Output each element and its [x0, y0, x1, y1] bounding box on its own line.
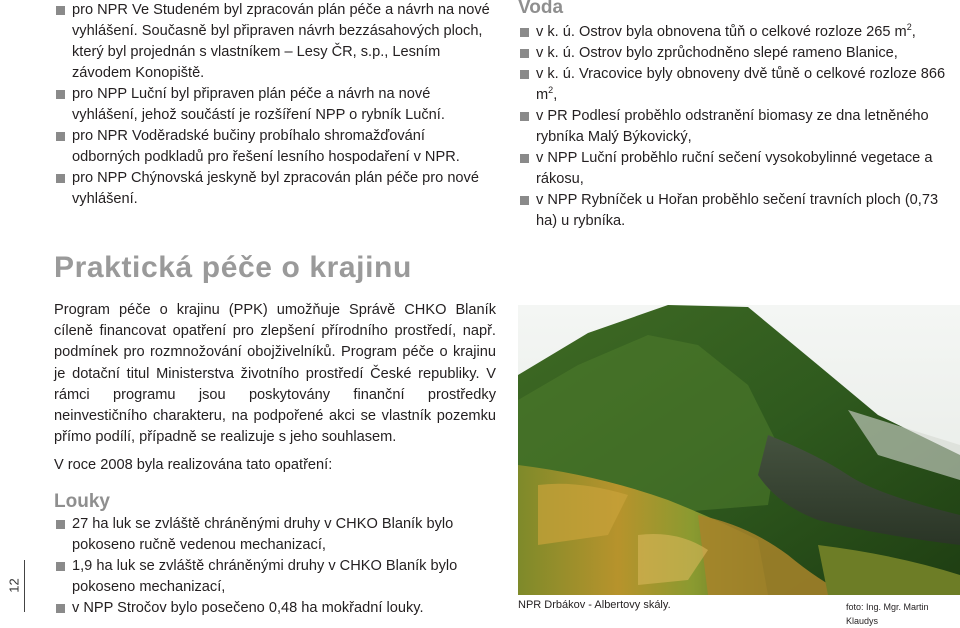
- list-item: 27 ha luk se zvláště chráněnými druhy v CHKO Blaník bylo pokoseno ručně vedenou mechanizací,: [54, 514, 496, 556]
- right-column: [518, 0, 960, 232]
- reserve-plans-list: [54, 0, 496, 210]
- left-column: [54, 0, 496, 619]
- page-number-marker: [2, 560, 25, 612]
- bullet-square-icon: [56, 520, 65, 529]
- louky-list: [54, 514, 496, 619]
- page-number: 12: [6, 578, 22, 593]
- bullet-square-icon: [520, 154, 529, 163]
- list-item: v PR Podlesí proběhlo odstranění biomasy ze dna letněného rybníka Malý Býkovický,: [518, 106, 960, 148]
- photo-caption: NPR Drbákov - Albertovy skály.: [518, 599, 671, 611]
- list-item: pro NPR Voděradské bučiny probíhalo shromažďování odborných podkladů pro řešení lesního hospodaření v NPR.: [54, 126, 496, 168]
- voda-heading: Voda: [518, 0, 564, 18]
- list-item: pro NPP Chýnovská jeskyně byl zpracován plán péče pro nové vyhlášení.: [54, 168, 496, 210]
- photo-credit: foto: Ing. Mgr. Martin Klaudys: [846, 602, 929, 626]
- bullet-square-icon: [520, 70, 529, 79]
- bullet-square-icon: [56, 562, 65, 571]
- measures-intro: V roce 2008 byla realizována tato opatření:: [54, 457, 333, 474]
- list-item: v k. ú. Ostrov bylo zprůchodněno slepé rameno Blanice,: [518, 43, 960, 64]
- bullet-square-icon: [520, 112, 529, 121]
- list-item: v k. ú. Ostrov byla obnovena tůň o celkové rozloze 265 $m^2$,: [518, 22, 960, 43]
- list-item: v NPP Luční proběhlo ruční sečení vysokobylinné vegetace a rákosu,: [518, 148, 960, 190]
- list-item: 1,9 ha luk se zvláště chráněnými druhy v CHKO Blaník bylo pokoseno mechanizací,: [54, 556, 496, 598]
- list-item: pro NPR Ve Studeném byl zpracován plán péče a návrh na nové vyhlášení. Současně byl připraven návrh bezzásahových ploch, který byl projednán s vlastníkem – Lesy ČR, s.p., Lesním závodem Konopiště.: [54, 0, 496, 84]
- list-item: v NPP Stročov bylo posečeno 0,48 ha mokřadní louky.: [54, 598, 496, 619]
- bullet-square-icon: [56, 604, 65, 613]
- bullet-square-icon: [520, 28, 529, 37]
- list-item: pro NPP Luční byl připraven plán péče a návrh na nové vyhlášení, jehož součástí je rozšíření NPP o rybník Luční.: [54, 84, 496, 126]
- bullet-square-icon: [56, 132, 65, 141]
- bullet-square-icon: [56, 174, 65, 183]
- bullet-square-icon: [520, 196, 529, 205]
- louky-heading: Louky: [54, 491, 110, 513]
- list-item: v NPP Rybníček u Hořan proběhlo sečení travních ploch (0,73 ha) u rybníka.: [518, 190, 960, 232]
- landscape-photo: [518, 305, 960, 595]
- voda-list: [518, 22, 960, 232]
- section-title: Praktická péče o krajinu: [54, 251, 412, 284]
- bullet-square-icon: [56, 90, 65, 99]
- bullet-square-icon: [56, 6, 65, 15]
- intro-paragraph: Program péče o krajinu (PPK) umožňuje Správě CHKO Blaník cíleně financovat opatření pro zlepšení přírodního prostředí, např. podmínek pro rozmnožování obojživelníků. Program péče o krajinu je dotační titul Ministerstva životního prostředí České republiky. V rámci programu jsou poskytovány finanční prostředky neinvestičního charakteru, na podpořené akci se vlastník pozemku přímo podílí, případně se realizuje s jeho souhlasem.: [54, 302, 496, 446]
- bullet-square-icon: [520, 49, 529, 58]
- list-item: v k. ú. Vracovice byly obnoveny dvě tůně o celkové rozloze 866 $m^2$,: [518, 64, 960, 106]
